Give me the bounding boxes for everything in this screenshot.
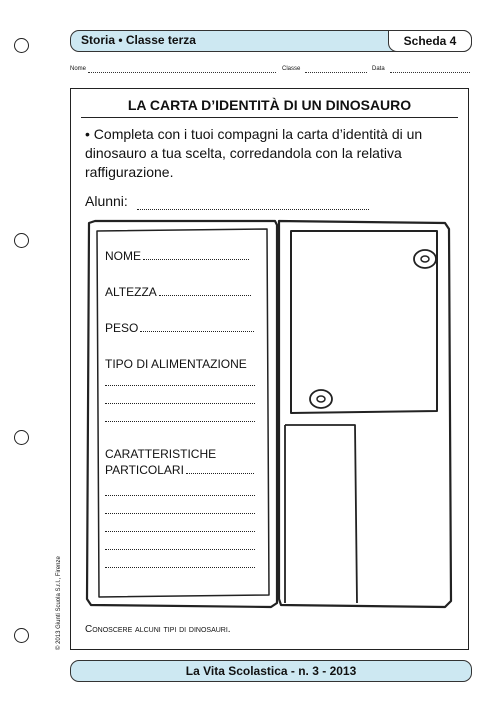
name-label: NOME: [105, 249, 141, 263]
diet-line[interactable]: [105, 421, 255, 422]
weight-line[interactable]: [140, 331, 254, 332]
class-field-line[interactable]: [305, 72, 367, 73]
title-rule: [81, 117, 458, 118]
header-bar: [70, 30, 472, 52]
sheet-tab: Scheda 4: [388, 30, 472, 52]
diet-label: TIPO DI ALIMENTAZIONE: [105, 357, 247, 371]
page-title: LA CARTA D’IDENTITÀ DI UN DINOSAURO: [127, 97, 412, 113]
students-input-line[interactable]: [137, 209, 369, 210]
height-line[interactable]: [159, 295, 251, 296]
diet-line[interactable]: [105, 385, 255, 386]
name-line[interactable]: [143, 259, 249, 260]
subject-label: Storia • Classe terza: [81, 33, 196, 47]
features-line[interactable]: [186, 473, 254, 474]
weight-label: PESO: [105, 321, 139, 335]
footer-bar: La Vita Scolastica - n. 3 - 2013: [70, 660, 472, 682]
binder-hole: [14, 628, 29, 643]
features-line[interactable]: [105, 531, 255, 532]
features-label-2: PARTICOLARI: [105, 463, 184, 477]
binder-hole: [14, 430, 29, 445]
instruction-text: • Completa con i tuoi compagni la carta d’identità di un dinosauro a tua scelta, corredandola con la relativa raffigurazione.: [85, 126, 423, 180]
height-row: [105, 285, 251, 299]
name-field-label: Nome: [70, 66, 87, 72]
features-line[interactable]: [105, 549, 255, 550]
name-row: [105, 249, 249, 263]
binder-hole: [14, 233, 29, 248]
diet-line[interactable]: [105, 403, 255, 404]
name-field-line[interactable]: [88, 72, 276, 73]
class-field-label: Classe: [282, 66, 301, 72]
date-field-line[interactable]: [390, 72, 470, 73]
id-card-drawing: [85, 219, 453, 609]
features-line[interactable]: [105, 513, 255, 514]
features-line[interactable]: [105, 567, 255, 568]
weight-row: [105, 321, 254, 335]
features-line[interactable]: [105, 495, 255, 496]
features-label: CARATTERISTICHE: [105, 447, 217, 461]
students-label: Alunni:: [85, 193, 128, 209]
copyright-text: © 2013 Giunti Scuola S.r.l., Firenze: [56, 556, 62, 650]
features-row: [105, 463, 254, 477]
height-label: ALTEZZA: [105, 285, 157, 299]
date-field-label: Data: [372, 66, 385, 72]
learning-objective: Conoscere alcuni tipi di dinosauri.: [85, 624, 231, 635]
binder-hole: [14, 38, 29, 53]
worksheet-card: [70, 88, 469, 650]
